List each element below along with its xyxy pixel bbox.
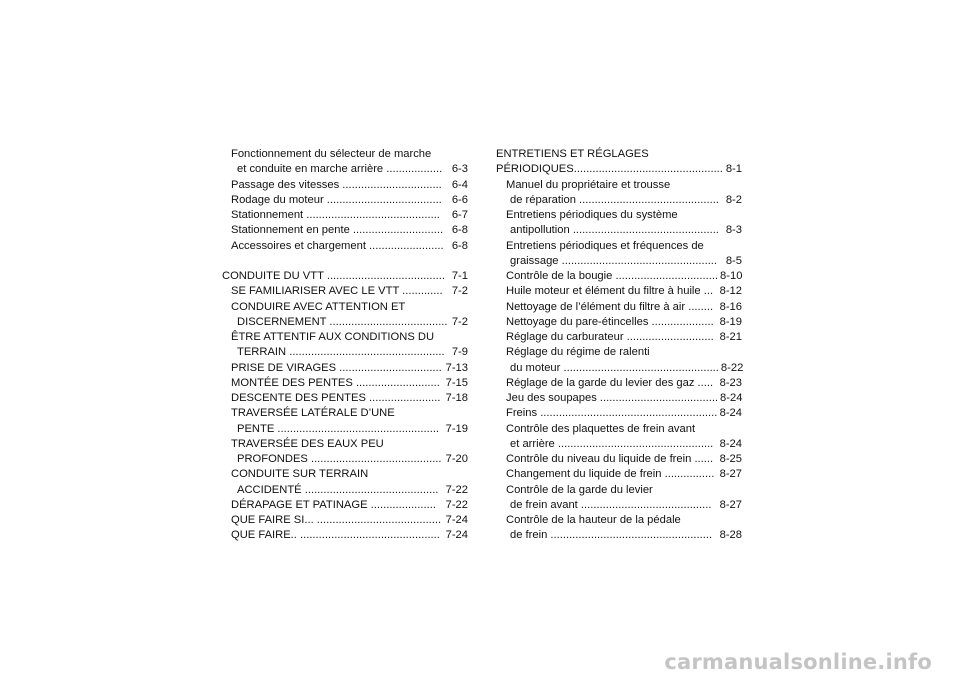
- toc-page-number: 7-24: [445, 514, 468, 526]
- toc-page-number: 8-12: [719, 285, 742, 298]
- toc-entry: [222, 483, 468, 498]
- toc-entry: [496, 284, 742, 299]
- toc-entry-text: et arrière ..................................................: [510, 437, 714, 450]
- toc-entry: [496, 467, 742, 482]
- toc-entry-text: PRISE DE VIRAGES .................................: [231, 361, 442, 374]
- toc-page-number: 8-1: [725, 163, 742, 176]
- toc-entry-text: du moteur ..................................................: [510, 361, 719, 374]
- toc-entry-text: QUE FAIRE.. .............................................: [231, 529, 440, 542]
- toc-entry-text: de frein avant ..........................................: [510, 498, 712, 511]
- toc-page-number: 8-5: [725, 254, 742, 267]
- toc-entry-text: Passage des vitesses ................................: [231, 178, 442, 191]
- toc-page-number: 7-2: [451, 285, 468, 298]
- toc-page-number: 7-1: [451, 270, 468, 282]
- toc-page-number: 7-20: [445, 453, 468, 465]
- toc-entry-text: Entretiens périodiques et fréquences de: [506, 239, 704, 252]
- toc-entry: [222, 406, 468, 421]
- toc-page-number: 8-24: [720, 392, 743, 404]
- toc-entry-text: Accessoires et chargement ........................: [231, 239, 444, 252]
- toc-entry-text: et conduite en marche arrière ..................: [237, 163, 443, 176]
- toc-page-number: 8-24: [719, 407, 742, 420]
- toc-page-number: 8-27: [719, 498, 742, 511]
- toc-entry-text: Réglage de la garde du levier des gaz .....: [506, 376, 714, 389]
- site-watermark: carmanualsonline.info: [664, 650, 932, 674]
- toc-entry: [496, 208, 742, 223]
- toc-entry-text: Manuel du propriétaire et trousse: [506, 178, 671, 191]
- toc-entry-text: de réparation .............................................: [510, 193, 719, 206]
- toc-entry-text: Nettoyage du pare-étincelles ....................: [506, 315, 714, 328]
- toc-entry: [222, 437, 468, 452]
- toc-page-number: 8-3: [725, 224, 742, 237]
- toc-entry-text: Freins .........................................................: [506, 407, 718, 420]
- toc-entry: [496, 223, 742, 238]
- toc-entry: [496, 193, 742, 208]
- toc-entry: [222, 315, 468, 330]
- toc-page-number: 7-22: [445, 498, 468, 511]
- toc-entry: [496, 513, 742, 528]
- toc-page-number: 6-8: [451, 224, 468, 237]
- toc-page-number: 7-19: [445, 422, 468, 435]
- toc-entry: [496, 239, 742, 254]
- toc-entry: [496, 376, 742, 391]
- toc-entry-text: Contrôle des plaquettes de frein avant: [506, 422, 696, 435]
- toc-entry: [222, 208, 468, 223]
- toc-entry: [496, 437, 742, 452]
- toc-entry: [222, 452, 468, 467]
- toc-entry-text: SE FAMILIARISER AVEC LE VTT .............: [231, 285, 443, 298]
- toc-entry-text: PENTE ....................................................: [237, 422, 440, 435]
- toc-page-number: 6-7: [451, 209, 468, 221]
- toc-page-number: 6-6: [451, 193, 468, 206]
- toc-entry: [222, 147, 468, 162]
- toc-page-number: 7-18: [445, 392, 468, 404]
- toc-entry-text: DISCERNEMENT ......................................: [237, 315, 448, 328]
- toc-entry: [222, 223, 468, 238]
- toc-entry: [222, 422, 468, 437]
- toc-chapter-entry: [222, 269, 468, 284]
- toc-entry-text: Contrôle de la hauteur de la pédale: [506, 514, 681, 526]
- toc-right-column: [496, 147, 742, 544]
- toc-page-number: 7-2: [451, 315, 468, 328]
- toc-entry: [496, 498, 742, 513]
- toc-entry: [222, 193, 468, 208]
- toc-entry-text: CONDUIRE AVEC ATTENTION ET: [231, 300, 406, 313]
- toc-entry: [222, 178, 468, 193]
- toc-page-number: 8-2: [725, 193, 742, 206]
- toc-entry-text: de frein ....................................................: [510, 529, 713, 542]
- toc-page-number: 7-24: [445, 529, 468, 542]
- toc-page-number: 6-4: [451, 178, 468, 191]
- toc-entry: [496, 300, 742, 315]
- toc-page-number: 8-27: [719, 468, 742, 481]
- toc-entry: [222, 361, 468, 376]
- toc-entry-text: DESCENTE DES PENTES .......................: [231, 392, 441, 404]
- toc-page-number: 6-3: [451, 163, 468, 176]
- toc-entry: [496, 483, 742, 498]
- toc-entry-text: QUE FAIRE SI... ........................................: [231, 514, 442, 526]
- toc-page-number: 7-22: [445, 483, 468, 496]
- toc-entry: [496, 315, 742, 330]
- toc-entry-text: Contrôle de la garde du levier: [506, 483, 653, 496]
- toc-chapter-entry: [496, 147, 742, 162]
- toc-entry-text: CONDUITE SUR TERRAIN: [231, 468, 369, 481]
- toc-entry: [222, 162, 468, 177]
- toc-chapter-entry: [496, 162, 742, 177]
- toc-page-number: 8-22: [720, 361, 744, 374]
- toc-page-number: 8-10: [720, 270, 743, 282]
- toc-entry-text: Contrôle du niveau du liquide de frein ......: [506, 453, 714, 465]
- toc-entry-text: ENTRETIENS ET RÉGLAGES: [496, 148, 649, 160]
- toc-entry: [496, 361, 742, 376]
- toc-entry-text: TERRAIN ..................................................: [237, 346, 445, 359]
- toc-entry: [496, 330, 742, 345]
- toc-entry: [496, 269, 742, 284]
- toc-entry-text: Réglage du régime de ralenti: [506, 346, 650, 359]
- toc-entry: [496, 528, 742, 543]
- toc-entry-text: Réglage du carburateur ............................: [506, 331, 714, 343]
- toc-entry-text: Jeu des soupapes ......................................: [506, 392, 719, 404]
- toc-entry-text: ACCIDENTÉ ...........................................: [237, 483, 439, 496]
- toc-entry: [222, 498, 468, 513]
- toc-entry-text: Nettoyage de l’élément du filtre à air ........: [506, 300, 714, 313]
- toc-entry-text: graissage ..................................................: [510, 254, 718, 267]
- toc-page-number: 8-25: [719, 453, 742, 465]
- toc-entry-text: CONDUITE DU VTT ......................................: [222, 270, 445, 282]
- toc-entry: [496, 452, 742, 467]
- toc-entry-text: Stationnement ...........................................: [231, 209, 440, 221]
- toc-entry: [496, 391, 742, 406]
- toc-entry-text: Fonctionnement du sélecteur de marche: [231, 148, 432, 160]
- toc-entry-text: antipollution ...............................................: [510, 224, 719, 237]
- section-spacer: [222, 254, 468, 269]
- toc-entry: [496, 345, 742, 360]
- toc-entry: [222, 528, 468, 543]
- toc-entry-text: ÊTRE ATTENTIF AUX CONDITIONS DU: [231, 331, 435, 343]
- toc-entry: [496, 254, 742, 269]
- toc-entry-text: Entretiens périodiques du système: [506, 209, 678, 221]
- toc-entry: [496, 422, 742, 437]
- toc-entry-text: Stationnement en pente .............................: [231, 224, 444, 237]
- toc-entry: [496, 178, 742, 193]
- toc-entry-text: Rodage du moteur .....................................: [231, 193, 442, 206]
- toc-page-number: 8-23: [719, 376, 742, 389]
- toc-page-number: 7-9: [451, 346, 468, 359]
- toc-page-number: 8-16: [719, 300, 742, 313]
- toc-entry: [222, 345, 468, 360]
- toc-entry-text: Huile moteur et élément du filtre à huile ...: [506, 285, 714, 298]
- toc-entry-text: PÉRIODIQUES................................................: [496, 163, 723, 176]
- toc-entry: [222, 300, 468, 315]
- toc-entry-text: Changement du liquide de frein ................: [506, 468, 715, 481]
- toc-page-number: 7-13: [445, 361, 468, 374]
- toc-entry: [222, 284, 468, 299]
- toc-page-number: 8-24: [719, 437, 742, 450]
- toc-page-number: 8-19: [719, 315, 742, 328]
- toc-entry-text: TRAVERSÉE DES EAUX PEU: [231, 437, 384, 450]
- toc-entry: [222, 391, 468, 406]
- toc-entry: [222, 330, 468, 345]
- toc-entry: [222, 239, 468, 254]
- toc-left-column: [222, 147, 468, 544]
- toc-page-number: 8-21: [719, 331, 742, 343]
- toc-entry: [222, 467, 468, 482]
- toc-entry: [222, 513, 468, 528]
- toc-entry-text: PROFONDES ..........................................: [237, 453, 442, 465]
- toc-page-number: 8-28: [719, 529, 742, 542]
- toc-entry-text: Contrôle de la bougie .................................: [506, 270, 719, 282]
- toc-entry-text: MONTÉE DES PENTES ...........................: [231, 376, 440, 389]
- toc-entry: [496, 406, 742, 421]
- toc-entry-text: DÉRAPAGE ET PATINAGE .....................: [231, 498, 436, 511]
- toc-page-number: 7-15: [445, 376, 468, 389]
- toc-page-number: 6-8: [451, 239, 468, 252]
- toc-entry-text: TRAVERSÉE LATÉRALE D’UNE: [231, 407, 395, 420]
- toc-entry: [222, 376, 468, 391]
